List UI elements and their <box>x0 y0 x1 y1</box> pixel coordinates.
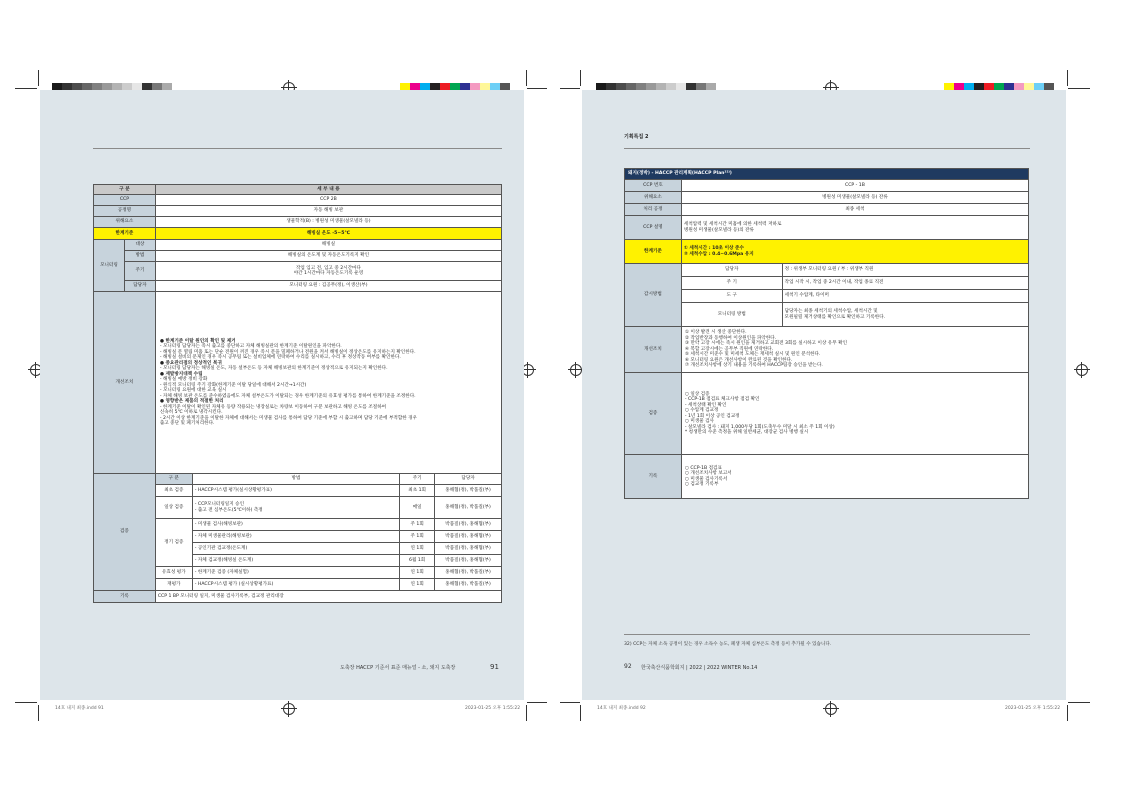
crop-mark <box>1068 88 1090 89</box>
mon-tool-value: 세척기 수압계, 타이머 <box>782 290 1028 303</box>
crop-mark <box>560 702 580 703</box>
verif-daily-label: 일상 검증 <box>155 497 192 519</box>
crop-mark <box>580 70 581 86</box>
crop-mark <box>526 70 527 86</box>
left-top-rule <box>93 148 502 149</box>
critical-limit-value: ① 세척시간 : 10초 이상 준수 ② 세척수압 : 0.4~0.6Mpa 유지 <box>681 240 1028 264</box>
verif-validity-label: 유효성 평가 <box>155 567 192 579</box>
row-value-process: 자동 해빙 보관 <box>155 206 501 217</box>
verif-validity-person: 홍해협(정), 박품질(부) <box>435 567 502 579</box>
verif-daily-person: 홍해협(정), 박품질(부) <box>435 497 502 519</box>
row-label-hazard: 위해요소 <box>94 217 156 228</box>
header-category: 구 분 <box>94 185 156 195</box>
verif-daily-cycle: 매일 <box>400 497 435 519</box>
ccp-number-value: CCP - 1B <box>681 180 1028 192</box>
verif-periodic-person-1: 박품질(정), 홍해협(부) <box>435 519 502 531</box>
crop-mark <box>15 88 37 89</box>
critical-limit-label: 한계기준 <box>625 240 682 264</box>
corrective-action-label: 개선조치 <box>94 292 156 474</box>
corrective-label: 개선조치 <box>625 327 682 373</box>
verif-header-method: 방법 <box>192 474 399 485</box>
mon-person-key: 담당자 <box>681 264 782 277</box>
crop-mark <box>1068 702 1090 703</box>
verif-reassessment-method: - HACCP시스템 평가 (실시상황평가표) <box>192 579 399 591</box>
verif-validity-method: - 한계기준 검증 (자체실험) <box>192 567 399 579</box>
monitoring-target-value: 해빙실 <box>155 240 501 251</box>
mon-cycle-value: 작업 시작 시, 작업 중 2시간 이내, 작업 종료 직전 <box>782 277 1028 290</box>
left-slug-date: 2023-01-25 오후 1:55:22 <box>465 706 521 711</box>
crop-mark <box>527 702 547 703</box>
ccp-description-label: CCP 설명 <box>625 216 682 240</box>
monitoring-target-label: 대상 <box>124 240 155 251</box>
verif-reassessment-cycle: 연 1회 <box>400 579 435 591</box>
left-slug-file: 14호 내지 최종.indd 91 <box>55 706 104 711</box>
verification-content: ○ 일상 검증 - CCP-1B 점검표 체크사항 점검 확인 - 세척상태 확인 확인 ○ 수압계 검교정 - 1년 1회 이상 공인 검교정 ○ 미생물 검사 - 살모넬라 검사 : 돼지 1,000두당 1회(도축두수 미달 시 최소 주 1회 이상) * 청생만의 수준 측정을 위해 일반세균, 대장균 검사 병행 실시 <box>681 373 1028 455</box>
verif-header-category: 구 분 <box>155 474 192 485</box>
right-slug-date: 2023-01-25 오후 1:55:22 <box>1005 706 1061 711</box>
verification-label: 검증 <box>94 474 156 591</box>
row-value-hazard: 생물학적(B) : 병원성 미생물(살모넬라 등) <box>155 217 501 228</box>
verif-initial-person: 홍해협(정), 박품질(부) <box>435 485 502 497</box>
verif-periodic-cycle-2: 주 1회 <box>400 531 435 543</box>
footnote-rule <box>624 634 1030 635</box>
right-slug-file: 14호 내지 최종.indd 92 <box>597 706 646 711</box>
ccp-description-value: 세척압력 및 세척시간 미흡에 의한 세척력 저하로 병원성 미생물(살모넬라 등)의 잔류 <box>681 216 1028 240</box>
plan-title-bar: 돼지(정박) - HACCP 관리계획(HACCP Plan³²⁾) <box>625 169 1029 180</box>
row-label-ccp: CCP <box>94 195 156 206</box>
record-label-right: 기록 <box>625 455 682 499</box>
row-value-ccp: CCP 2B <box>155 195 501 206</box>
haccp-plan-table <box>624 168 1029 499</box>
registration-mark-side-right <box>1076 364 1088 376</box>
verif-initial-method: - HACCP시스템 평가(실시상황평가표) <box>192 485 399 497</box>
monitoring-method-value: 해빙실의 온도계 및 자동온도기록지 확인 <box>155 251 501 262</box>
ccp-2b-plan-table <box>93 184 502 603</box>
corrective-content: ① 이상 발견 시 생산 중단한다. ② 작업반장과 동행하여 이상원인을 파악한다. ③ 만약 고장 시에는 즉시 원인을 제거하고 교회전 3회를 실시하고 이상 유무 확인 ④ 복합 고장시에는 공무부 직원에 연락한다. ⑤ 세척시간 미준수 및 미세척 도체는 재세척 실시 및 원인 분석한다. ⑥ 모니터링 요원은 개선사항이 완료된 것을 확인한다. ⑦ 개선조치사항에 상기 내용을 기록하여 HACCP팀장 승인을 받는다. <box>681 327 1028 373</box>
footnote: 32) CCP는 자체 소독 공정이 있는 경우 소독수 농도, 폐생 자체 심부온도 측정 등이 추가될 수 있습니다. <box>624 642 832 647</box>
crop-mark <box>580 705 581 721</box>
mon-tool-key: 도 구 <box>681 290 782 303</box>
monitoring-group-label: 모니터링 <box>94 240 125 292</box>
mon-method-value: 담당자는 최종 세척기의 세척수압, 세척시간 및 모원필릴 제거상태를 확인으로 확인하고 기록한다. <box>782 303 1028 327</box>
record-label: 기록 <box>94 591 156 603</box>
crop-mark <box>527 88 547 89</box>
verif-periodic-method-1: - 미생물 검사(해빙보관) <box>192 519 399 531</box>
monitoring-person-value: 모니터링 요원 : 김공무(정), 이생산(부) <box>155 281 501 292</box>
crop-mark <box>1067 70 1068 86</box>
mon-method-key: 모니터링 방법 <box>681 303 782 327</box>
verif-periodic-method-3: - 공인기관 검교정(온도계) <box>192 543 399 555</box>
verif-validity-cycle: 연 1회 <box>400 567 435 579</box>
crop-mark <box>526 705 527 721</box>
process-value: 최종 세척 <box>681 204 1028 216</box>
section-label: 기획특집 2 <box>624 134 649 140</box>
registration-mark-bottom-right <box>825 703 837 715</box>
monitoring-frequency-value: 작업 입고 전, 입고 중 2시간마다 야간 1시간마다 자동온도기록 운영 <box>155 262 501 281</box>
verif-periodic-cycle-3: 연 1회 <box>400 543 435 555</box>
registration-mark-bottom-left <box>283 703 295 715</box>
verif-periodic-method-4: - 자체 검교정(해빙실 온도계) <box>192 555 399 567</box>
mon-cycle-key: 주 기 <box>681 277 782 290</box>
verif-periodic-cycle-4: 6월 1회 <box>400 555 435 567</box>
crop-mark <box>15 702 37 703</box>
right-page-number: 92 <box>624 663 632 670</box>
verification-label-right: 검증 <box>625 373 682 455</box>
right-top-rule <box>624 148 1030 149</box>
verif-initial-cycle: 최초 1회 <box>400 485 435 497</box>
ccp-number-label: CCP 번호 <box>625 180 682 192</box>
process-label: 처리 공정 <box>625 204 682 216</box>
mon-person-value: 정 : 위생부 모니터링 요원 / 부 : 위생부 직원 <box>782 264 1028 277</box>
row-label-critical-limit: 한계기준 <box>94 228 156 240</box>
right-footer-title: 한국축산식품학회지 | 2022 | 2022 WINTER No.14 <box>641 665 758 671</box>
verif-reassessment-person: 홍해협(정), 박품질(부) <box>435 579 502 591</box>
row-label-process: 공정명 <box>94 206 156 217</box>
crop-mark <box>38 705 39 721</box>
verif-initial-label: 최초 검증 <box>155 485 192 497</box>
monitoring-method-label: 방법 <box>124 251 155 262</box>
verif-reassessment-label: 재평가 <box>155 579 192 591</box>
crop-mark <box>38 70 39 86</box>
crop-mark <box>1067 705 1068 721</box>
verif-periodic-label: 정기 검증 <box>155 519 192 567</box>
monitoring-frequency-label: 주기 <box>124 262 155 281</box>
verif-periodic-method-2: - 자체 미생물관리(해빙보관) <box>192 531 399 543</box>
crop-mark <box>560 88 580 89</box>
verif-daily-method: - CCP모니터링일지 승인 - 출고 전 심부온도(5℃이하) 측정 <box>192 497 399 519</box>
header-details: 세 부 내 용 <box>155 185 501 195</box>
verif-periodic-cycle-1: 주 1회 <box>400 519 435 531</box>
hazard-label: 위해요소 <box>625 192 682 204</box>
monitoring-person-label: 담당자 <box>124 281 155 292</box>
verif-periodic-person-4: 박품질(정), 홍해협(부) <box>435 555 502 567</box>
verif-header-person: 담당자 <box>435 474 502 485</box>
record-value: CCP 1 BP 모니터링 일지, 미생물 검사기록부, 검교정 관리대장 <box>155 591 501 603</box>
left-page-number: 91 <box>490 663 499 671</box>
verif-periodic-person-2: 박품질(정), 홍해협(부) <box>435 531 502 543</box>
record-content: ○ CCP-1B 점검표 ○ 개선조치사항 보고서 ○ 미생물 검사기록서 ○ 검교정 기록부 <box>681 455 1028 499</box>
verif-periodic-person-3: 박품질(정), 홍해협(부) <box>435 543 502 555</box>
monitoring-label: 감시방법 <box>625 264 682 327</box>
verif-header-cycle: 주기 <box>400 474 435 485</box>
left-footer-title: 도축장 HACCP 기준서 표준 매뉴얼 - 소, 돼지 도축장 <box>340 665 456 671</box>
registration-mark-side-center-right <box>570 364 582 376</box>
corrective-action-content: ● 한계기준 이탈 원인의 확인 및 제거 - 모니터링 담당자는 즉시 출고를 중단하고 자체 해빙실관의 한계기준 이탈원인을 파악한다. - 해빙실 문 열림 미흡 또는 단순 전원이 꺼진 경우 즉시 문을 밀폐하거나 전원을 켜서 해빙실이 정상온도를 유지하는지 확인한다. - 해빙실 설비의 문제인 경우 즉시 공무팀 또는 설비업체에 연락하여 수리를 실시하고, 수리 후 정상작동 여부를 확인한다. ● 중요관리점의 정상적인 복귀 - 모니터링 담당자는 해빙실 온도, 자동 설부온도 등 자체 해빙보관의 한계기준이 정상적으로 유지되는지 확인한다. ● 재발방지대책 수립 - 해빙실 예방 정비 강화 - 원식적 모니터링 주기 강화(한계기준 이탈 당일에 대해서 2시간→1시간) - 모니터링 요원에 대한 교육 실시 - 자체 해빙 보관 온도를 준수하였음에도 자체 설부온도가 이탈되는 경우 한계기준의 유효성 평가를 통하여 한계기준을 조정한다. ● 영향받은 제품의 적절한 처리 - 한계기준 이탈이 확인된 자체유 등량 작용되는 냉장실로는 차량보 이동하여 구분 보관하고 해빙 온도를 조절하여 신속히 5℃ 이하로 냉각시킨다. - 2시간 이상 한계기준을 이탈한 자체에 대해서는 미생물 검사를 통하여 담당 기준에 부합 시 출고하며 담당 기준에 부적합한 경우 출고 중단 및 폐기처리한다. <box>155 292 501 474</box>
row-value-critical-limit: 해빙실 온도 -5~5℃ <box>155 228 501 240</box>
hazard-value: 병원성 미생물(살모넬라 등) 잔류 <box>681 192 1028 204</box>
